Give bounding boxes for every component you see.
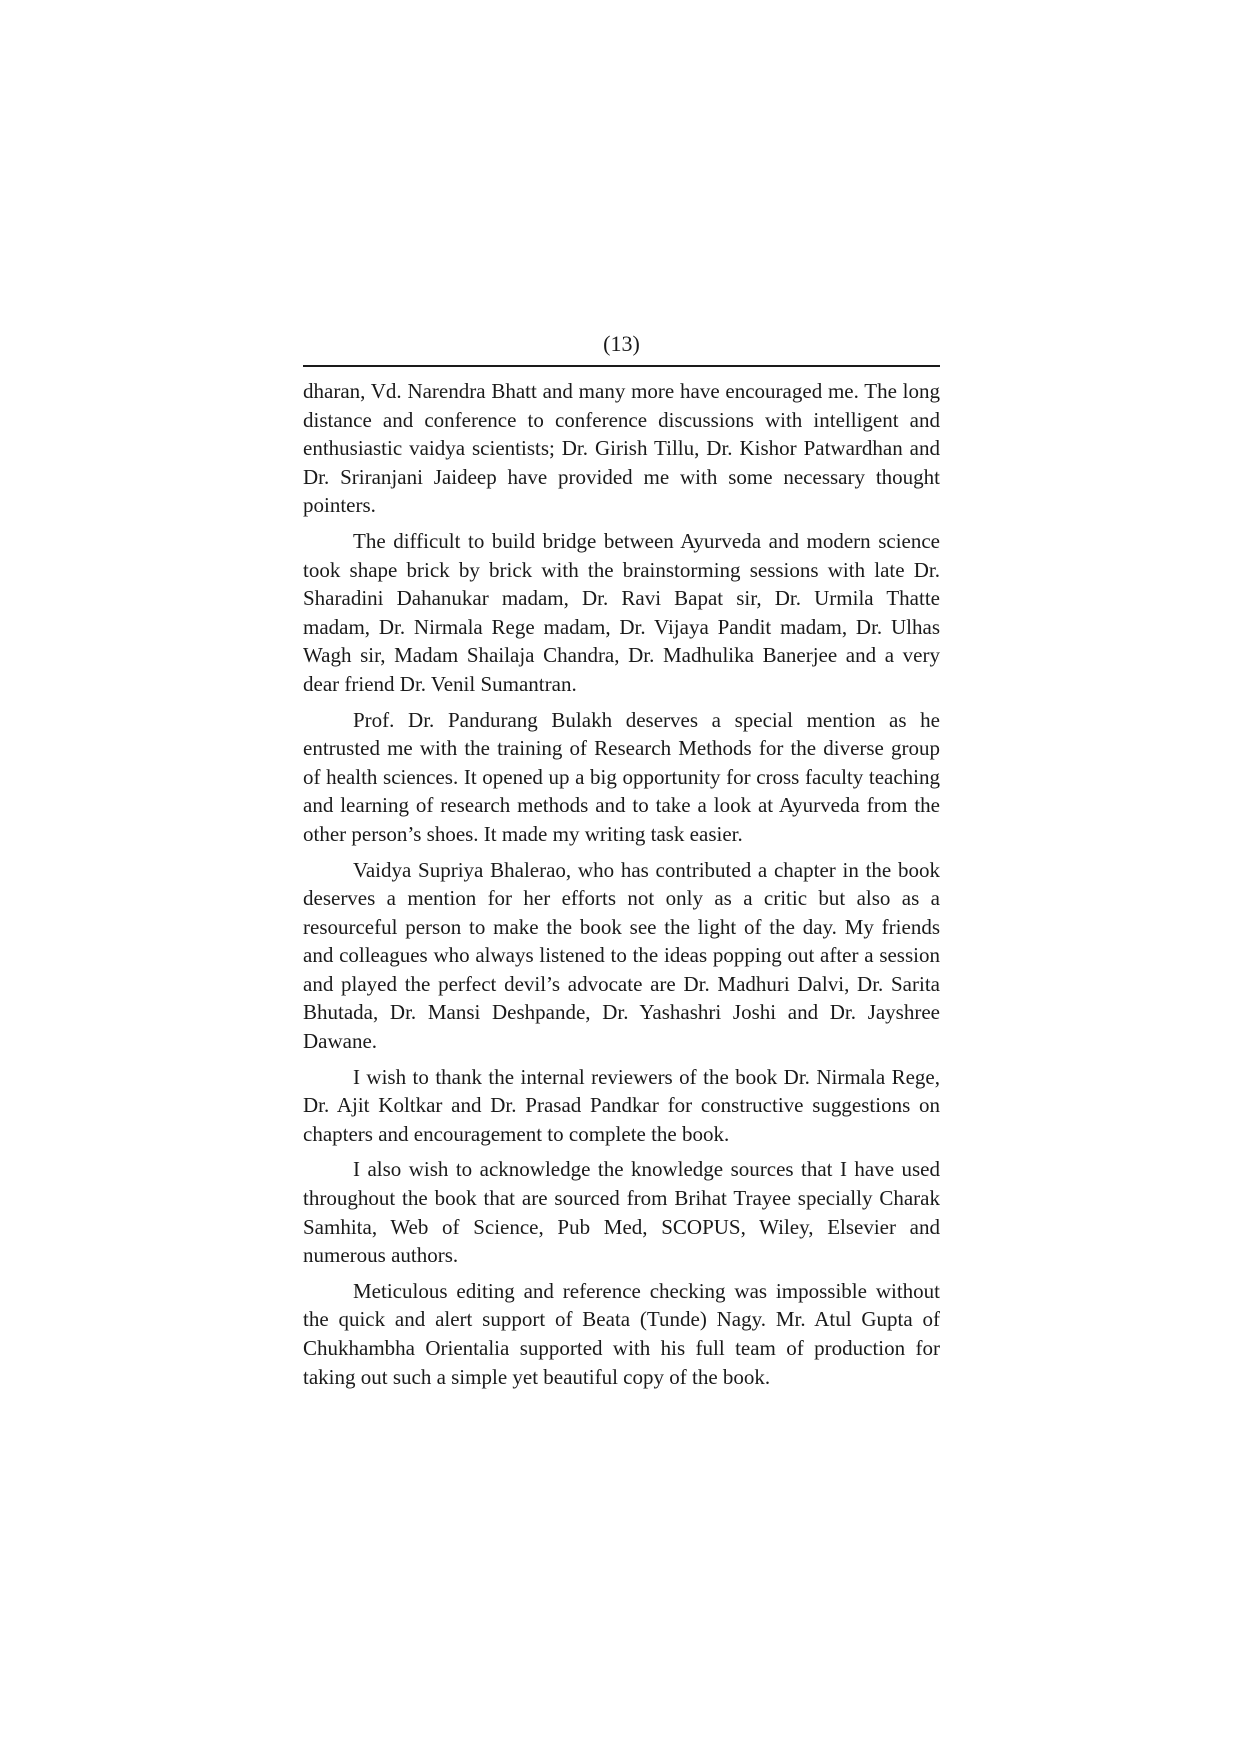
paragraph-research-methods: Prof. Dr. Pandurang Bulakh deserves a special mention as he entrusted me with the training of Research Methods for the diverse group of health sciences. It opened up a big opportunity for cross faculty teaching and learning of research methods and to take a look at Ayurveda from the other person’s shoes. It made my writing task easier. <box>303 707 940 846</box>
paragraph-reviewers: I wish to thank the internal reviewers of the book Dr. Nirmala Rege, Dr. Ajit Koltkar and Dr. Prasad Pandkar for constructive suggestions on chapters and encouragement to complete the book. <box>303 1064 940 1146</box>
header-rule <box>303 365 940 367</box>
paragraph-continued: dharan, Vd. Narendra Bhatt and many more have encouraged me. The long distance and conference to conference discussions with intelligent and enthusiastic vaidya scientists; Dr. Girish Tillu, Dr. Kishor Patwardhan and Dr. Sriranjani Jaideep have provided me with some necessary thought pointers. <box>303 379 940 518</box>
paragraph-knowledge-sources: I also wish to acknowledge the knowledge sources that I have used throughout the book that are sourced from Brihat Trayee specially Charak Samhita, Web of Science, Pub Med, SCOPUS, Wiley, Elsevier and numerous authors. <box>303 1157 940 1268</box>
document-page <box>303 330 940 1398</box>
paragraph-contributor: Vaidya Supriya Bhalerao, who has contributed a chapter in the book deserves a mention for her efforts not only as a critic but also as a resourceful person to make the book see the light of the day. My friends and colleagues who always listened to the ideas popping out after a session and played the perfect devil’s advocate are Dr. Madhuri Dalvi, Dr. Sarita Bhutada, Dr. Mansi Deshpande, Dr. Yashashri Joshi and Dr. Jayshree Dawane. <box>303 857 940 1054</box>
page-number: (13) <box>603 331 640 356</box>
paragraph-editing: Meticulous editing and reference checking was impossible without the quick and alert support of Beata (Tunde) Nagy. Mr. Atul Gupta of Chukhambha Orientalia supported with his full team of production for taking out such a simple yet beautiful copy of the book. <box>303 1278 940 1389</box>
paragraph-bridge-building: The difficult to build bridge between Ayurveda and modern science took shape brick by brick with the brainstorming sessions with late Dr. Sharadini Dahanukar madam, Dr. Ravi Bapat sir, Dr. Urmila Thatte madam, Dr. Nirmala Rege madam, Dr. Vijaya Pandit madam, Dr. Ulhas Wagh sir, Madam Shailaja Chandra, Dr. Madhulika Banerjee and a very dear friend Dr. Venil Sumantran. <box>303 528 940 696</box>
